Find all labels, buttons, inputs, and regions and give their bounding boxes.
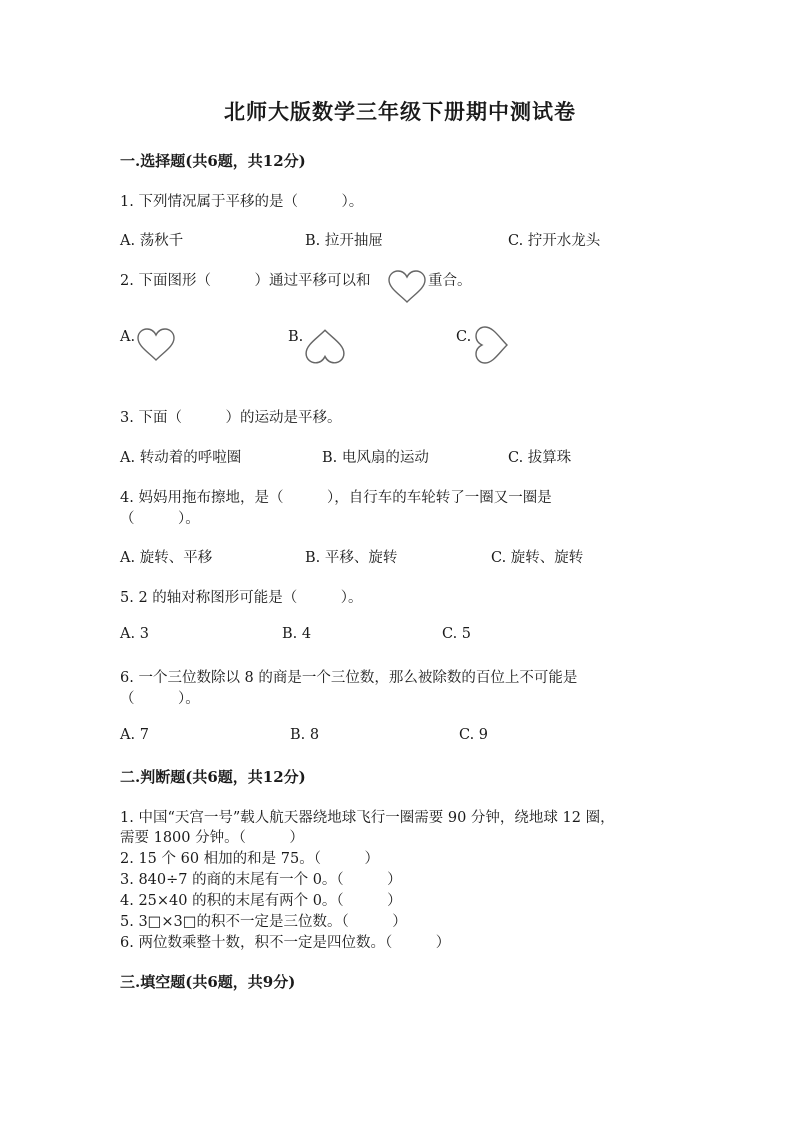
section-heading-choice: 一.选择题(共6题，共12分) <box>120 152 306 170</box>
question-6-line1: 6. 一个三位数除以 8 的商是一个三位数，那么被除数的百位上不可能是 <box>120 670 578 686</box>
question-5: 5. 2 的轴对称图形可能是（ ）。 <box>120 590 363 606</box>
q2-option-b: B. <box>288 329 304 345</box>
q1-option-c: C. 拧开水龙头 <box>508 233 601 249</box>
q3-option-c: C. 拔算珠 <box>508 450 572 466</box>
page-title: 北师大版数学三年级下册期中测试卷 <box>224 99 576 124</box>
judgement-line: 1. 中国“天宫一号”载人航天器绕地球飞行一圈需要 90 分钟，绕地球 12 圈， <box>120 810 615 826</box>
q1-option-a: A. 荡秋千 <box>120 233 184 249</box>
judgement-line: 5. 3□×3□的积不一定是三位数。（ ） <box>120 914 407 930</box>
q3-option-a: A. 转动着的呼啦圈 <box>120 450 242 466</box>
q5-option-c: C. 5 <box>442 626 472 642</box>
q5-option-b: B. 4 <box>282 626 312 642</box>
judgement-line: 需要 1800 分钟。（ ） <box>120 830 304 846</box>
question-4-line2: （ ）。 <box>120 511 200 527</box>
section-heading-fill: 三.填空题(共6题，共9分) <box>120 973 296 991</box>
question-4-line1: 4. 妈妈用拖布擦地，是（ ），自行车的车轮转了一圈又一圈是 <box>120 490 552 506</box>
q6-option-a: A. 7 <box>120 727 149 743</box>
q6-option-b: B. 8 <box>290 727 320 743</box>
q5-option-a: A. 3 <box>120 626 149 642</box>
judgement-line: 3. 840÷7 的商的末尾有一个 0。（ ） <box>120 872 402 888</box>
q6-option-c: C. 9 <box>459 727 489 743</box>
q4-option-c: C. 旋转、旋转 <box>491 550 584 566</box>
q4-option-b: B. 平移、旋转 <box>305 550 398 566</box>
heart-inverted-outline-icon <box>304 328 346 364</box>
heart-outline-icon <box>136 328 176 362</box>
q1-option-b: B. 拉开抽屉 <box>305 233 383 249</box>
q2-option-a: A. <box>120 329 136 345</box>
question-1: 1. 下列情况属于平移的是（ ）。 <box>120 194 364 210</box>
question-3: 3. 下面（ ）的运动是平移。 <box>120 410 342 426</box>
judgement-line: 4. 25×40 的积的末尾有两个 0。（ ） <box>120 893 402 909</box>
heart-rotated-outline-icon <box>471 324 511 366</box>
section-heading-judgement: 二.判断题(共6题，共12分) <box>120 768 306 786</box>
q2-option-c: C. <box>456 329 472 345</box>
judgement-line: 2. 15 个 60 相加的和是 75。（ ） <box>120 851 379 867</box>
heart-outline-icon <box>387 270 427 304</box>
question-2-suffix: 重合。 <box>428 273 472 289</box>
q4-option-a: A. 旋转、平移 <box>120 550 213 566</box>
q3-option-b: B. 电风扇的运动 <box>322 450 429 466</box>
question-6-line2: （ ）。 <box>120 691 200 707</box>
judgement-line: 6. 两位数乘整十数，积不一定是四位数。（ ） <box>120 935 451 951</box>
question-2-text: 2. 下面图形（ ）通过平移可以和 <box>120 273 371 289</box>
